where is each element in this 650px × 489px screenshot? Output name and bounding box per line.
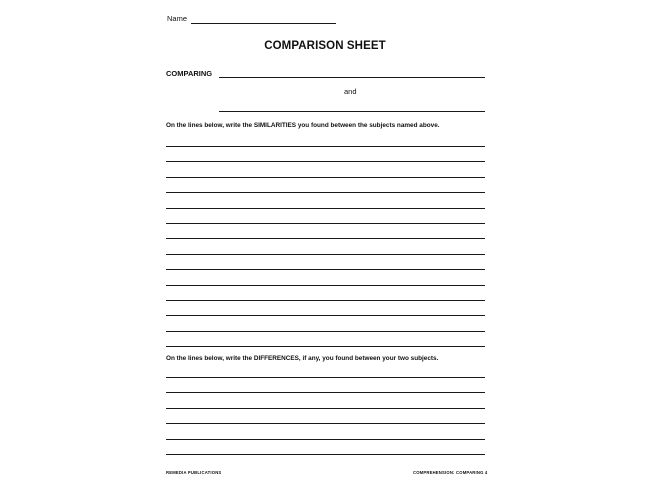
comparing-label: COMPARING [166, 69, 213, 78]
footer-series: COMPREHENSION: COMPARING 4 [413, 470, 488, 475]
and-label: and [344, 87, 357, 96]
differences-instruction: On the lines below, write the DIFFERENCES, if any, you found between your two subjects. [166, 355, 439, 362]
difference-line-6[interactable] [166, 454, 485, 455]
difference-line-3[interactable] [166, 408, 485, 409]
name-label: Name [167, 14, 188, 23]
page-title: COMPARISON SHEET [264, 40, 386, 52]
similarities-instruction: On the lines below, write the SIMILARITIES you found between the subjects named above. [166, 122, 440, 129]
difference-line-1[interactable] [166, 377, 485, 378]
footer-publisher: REMEDIA PUBLICATIONS [166, 470, 222, 475]
difference-line-2[interactable] [166, 392, 485, 393]
difference-line-4[interactable] [166, 423, 485, 424]
difference-line-5[interactable] [166, 439, 485, 440]
